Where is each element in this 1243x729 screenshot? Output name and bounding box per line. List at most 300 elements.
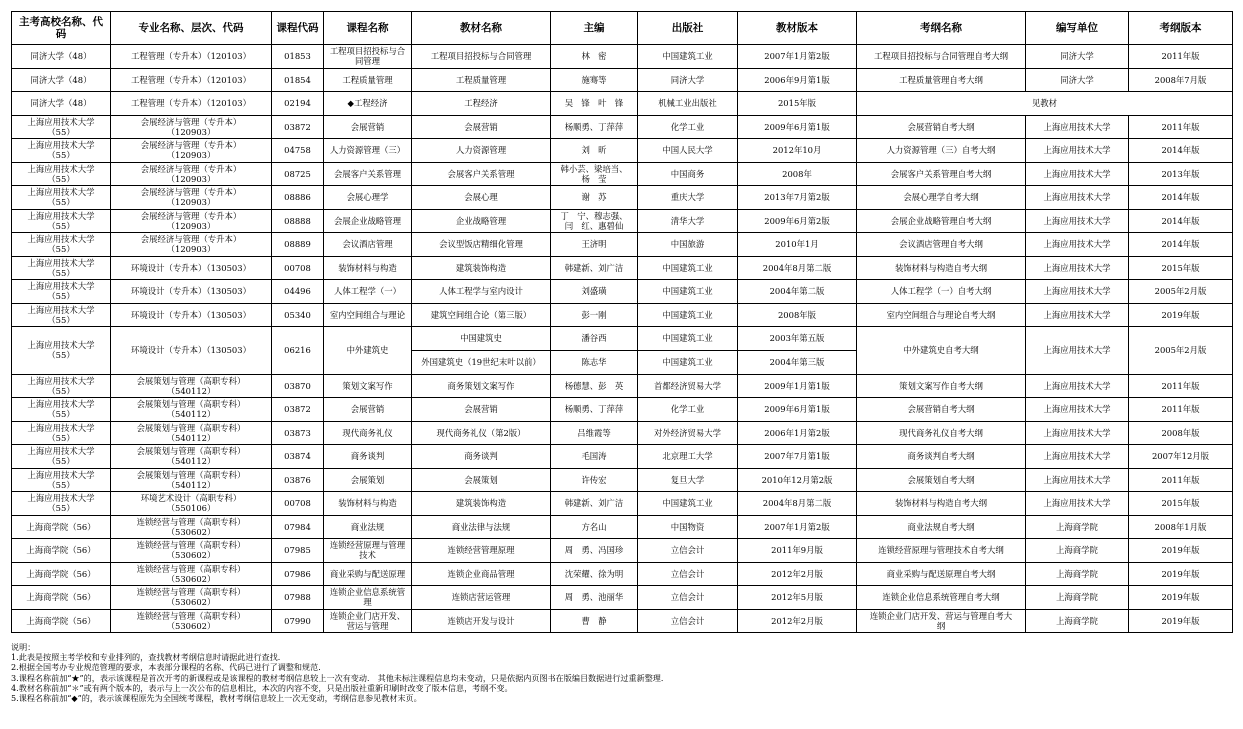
course-code-cell: 07990: [272, 609, 324, 633]
edition-cell: 2010年12月第2版: [738, 468, 857, 492]
editor-cell: 彭一刚: [551, 303, 638, 327]
syllabus-version-cell: 2008年版: [1129, 421, 1233, 445]
editor-cell: 曹 静: [551, 609, 638, 633]
edition-cell: 2009年1月第1版: [738, 374, 857, 398]
syllabus-cell: 会展营销自考大纲: [857, 115, 1026, 139]
university-cell: 同济大学（48）: [12, 45, 111, 69]
course-name-cell: 现代商务礼仪: [324, 421, 412, 445]
table-row: [12, 421, 1233, 445]
table-row: [12, 303, 1233, 327]
note-line: 5.课程名称前加“◆”的，表示该课程原先为全国统考课程，教材考纲信息较上一次无变动，考纲信息参见教材末页。: [11, 693, 422, 704]
edition-cell: 2009年6月第2版: [738, 209, 857, 233]
publisher-cell: 机械工业出版社: [638, 92, 738, 116]
edition-cell: 2008年版: [738, 303, 857, 327]
course-name-cell: 会展企业战略管理: [324, 209, 412, 233]
major-cell: 环境设计（专升本）（130503）: [111, 256, 272, 280]
university-cell: 上海应用技术大学 （55）: [12, 139, 111, 163]
note-line: 2.根据全国考办专业规范管理的要求，本表部分课程的名称、代码已进行了调整和规范．: [11, 662, 327, 673]
syllabus-version-cell: 2011年版: [1129, 45, 1233, 69]
course-code-cell: 00708: [272, 492, 324, 516]
university-cell: 上海商学院（56）: [12, 539, 111, 563]
table-row: [12, 233, 1233, 257]
syllabus-version-cell: 2019年版: [1129, 586, 1233, 610]
publisher-cell: 中国建筑工业: [638, 303, 738, 327]
major-cell: 会展策划与管理（高职专科） （540112）: [111, 468, 272, 492]
syllabus-version-cell: 2011年版: [1129, 468, 1233, 492]
course-name-cell: 会展心理学: [324, 186, 412, 210]
course-code-cell: 03872: [272, 115, 324, 139]
publisher-cell: 立信会计: [638, 562, 738, 586]
university-cell: 上海应用技术大学 （55）: [12, 280, 111, 304]
edition-cell: 2010年1月: [738, 233, 857, 257]
author-unit-cell: 上海商学院: [1026, 586, 1129, 610]
header-cell: 课程代码: [272, 12, 324, 45]
editor-cell: 潘谷西: [551, 327, 638, 351]
major-cell: 环境设计（专升本）（130503）: [111, 280, 272, 304]
syllabus-cell: 人体工程学（一）自考大纲: [857, 280, 1026, 304]
course-name-cell: 室内空间组合与理论: [324, 303, 412, 327]
syllabus-cell: 会展策划自考大纲: [857, 468, 1026, 492]
course-code-cell: 00708: [272, 256, 324, 280]
textbook-cell: 工程项目招投标与合同管理: [412, 45, 551, 69]
author-unit-cell: 上海应用技术大学: [1026, 374, 1129, 398]
course-code-cell: 03872: [272, 398, 324, 422]
editor-cell: 韩建新、刘广洁: [551, 256, 638, 280]
textbook-cell: 工程质量管理: [412, 68, 551, 92]
course-name-cell: 工程项目招投标与合同管理: [324, 45, 412, 69]
editor-cell: 林 密: [551, 45, 638, 69]
publisher-cell: 中国建筑工业: [638, 492, 738, 516]
syllabus-cell: 装饰材料与构造自考大纲: [857, 492, 1026, 516]
university-cell: 上海应用技术大学 （55）: [12, 421, 111, 445]
course-name-cell: 中外建筑史: [324, 327, 412, 375]
syllabus-version-cell: 2014年版: [1129, 186, 1233, 210]
editor-cell: 毛国涛: [551, 445, 638, 469]
major-cell: 会展经济与管理（专升本） （120903）: [111, 186, 272, 210]
publisher-cell: 中国建筑工业: [638, 350, 738, 374]
header-cell: 主考高校名称、代码: [12, 12, 111, 45]
publisher-cell: 中国人民大学: [638, 139, 738, 163]
syllabus-version-cell: 2019年版: [1129, 539, 1233, 563]
syllabus-cell: 会展营销自考大纲: [857, 398, 1026, 422]
major-cell: 会展策划与管理（高职专科） （540112）: [111, 445, 272, 469]
course-code-cell: 08886: [272, 186, 324, 210]
edition-cell: 2004年第二版: [738, 280, 857, 304]
syllabus-version-cell: 2019年版: [1129, 609, 1233, 633]
editor-cell: 杨顺勇、丁萍萍: [551, 398, 638, 422]
editor-cell: 杨德慧、彭 英: [551, 374, 638, 398]
course-name-cell: 商务谈判: [324, 445, 412, 469]
university-cell: 上海应用技术大学 （55）: [12, 256, 111, 280]
header-cell: 编写单位: [1026, 12, 1129, 45]
table-row: [12, 162, 1233, 186]
note-line: 4.教材名称前加“＊”或有两个版本的，表示与上一次公布的信息相比，本次的内容不变，只是出版社重新印刷时改变了版本信息，考纲不变。: [11, 682, 513, 693]
syllabus-version-cell: 2008年1月版: [1129, 515, 1233, 539]
major-cell: 工程管理（专升本）（120103）: [111, 68, 272, 92]
edition-cell: 2004年8月第二版: [738, 256, 857, 280]
table-row: [12, 256, 1233, 280]
major-cell: 会展经济与管理（专升本） （120903）: [111, 209, 272, 233]
publisher-cell: 立信会计: [638, 586, 738, 610]
table-row: [12, 327, 1233, 351]
syllabus-cell: 现代商务礼仪自考大纲: [857, 421, 1026, 445]
header-row: [12, 12, 1233, 45]
table-body: [12, 45, 1233, 633]
university-cell: 上海应用技术大学 （55）: [12, 115, 111, 139]
publisher-cell: 化学工业: [638, 115, 738, 139]
course-name-cell: 连锁企业门店开发、 营运与管理: [324, 609, 412, 633]
university-cell: 上海应用技术大学 （55）: [12, 398, 111, 422]
major-cell: 连锁经营与管理（高职专科） （530602）: [111, 609, 272, 633]
course-code-cell: 04758: [272, 139, 324, 163]
university-cell: 上海应用技术大学 （55）: [12, 209, 111, 233]
major-cell: 环境设计（专升本）（130503）: [111, 303, 272, 327]
edition-cell: 2009年6月第1版: [738, 398, 857, 422]
textbook-cell: 外国建筑史（19世纪末叶以前）: [412, 350, 551, 374]
course-name-cell: 装饰材料与构造: [324, 256, 412, 280]
table-row: [12, 586, 1233, 610]
editor-cell: 丁 宁、穆志强、 闫 红、惠碧仙: [551, 209, 638, 233]
course-name-cell: 商业采购与配送原理: [324, 562, 412, 586]
publisher-cell: 中国建筑工业: [638, 327, 738, 351]
university-cell: 上海应用技术大学 （55）: [12, 233, 111, 257]
major-cell: 连锁经营与管理（高职专科） （530602）: [111, 539, 272, 563]
author-unit-cell: 上海应用技术大学: [1026, 115, 1129, 139]
publisher-cell: 中国商务: [638, 162, 738, 186]
course-name-cell: 会展营销: [324, 398, 412, 422]
university-cell: 上海商学院（56）: [12, 609, 111, 633]
course-name-cell: 会展客户关系管理: [324, 162, 412, 186]
publisher-cell: 中国建筑工业: [638, 45, 738, 69]
author-unit-cell: 上海应用技术大学: [1026, 280, 1129, 304]
syllabus-version-cell: 2014年版: [1129, 233, 1233, 257]
publisher-cell: 对外经济贸易大学: [638, 421, 738, 445]
syllabus-cell: 装饰材料与构造自考大纲: [857, 256, 1026, 280]
textbook-cell: 人力资源管理: [412, 139, 551, 163]
exam-textbook-sheet: [11, 11, 1232, 633]
course-code-cell: 03876: [272, 468, 324, 492]
editor-cell: 周 勇、冯国珍: [551, 539, 638, 563]
course-code-cell: 06216: [272, 327, 324, 375]
author-unit-cell: 上海应用技术大学: [1026, 421, 1129, 445]
major-cell: 会展经济与管理（专升本） （120903）: [111, 233, 272, 257]
author-unit-cell: 上海应用技术大学: [1026, 468, 1129, 492]
syllabus-version-cell: 2011年版: [1129, 115, 1233, 139]
publisher-cell: 中国建筑工业: [638, 280, 738, 304]
course-code-cell: 08888: [272, 209, 324, 233]
table-row: [12, 92, 1233, 116]
syllabus-version-cell: 2011年版: [1129, 398, 1233, 422]
edition-cell: 2003年第五版: [738, 327, 857, 351]
notes-title: 说明：: [11, 642, 36, 652]
syllabus-cell: 会展企业战略管理自考大纲: [857, 209, 1026, 233]
table-row: [12, 374, 1233, 398]
edition-cell: 2012年2月版: [738, 609, 857, 633]
edition-cell: 2012年5月版: [738, 586, 857, 610]
course-code-cell: 01854: [272, 68, 324, 92]
textbook-cell: 现代商务礼仪（第2版）: [412, 421, 551, 445]
major-cell: 工程管理（专升本）（120103）: [111, 45, 272, 69]
table-row: [12, 186, 1233, 210]
major-cell: 连锁经营与管理（高职专科） （530602）: [111, 562, 272, 586]
note-line: 3.课程名称前加“★”的，表示该课程是首次开考的新课程或是该课程的教材考纲信息较上一次有变动． 其他未标注课程信息均未变动，只是依据内页图书在版编目数据进行过重新整理．: [11, 672, 669, 683]
author-unit-cell: 上海应用技术大学: [1026, 209, 1129, 233]
university-cell: 上海应用技术大学 （55）: [12, 445, 111, 469]
edition-cell: 2004年8月第二版: [738, 492, 857, 516]
edition-cell: 2006年1月第2版: [738, 421, 857, 445]
major-cell: 会展经济与管理（专升本） （120903）: [111, 139, 272, 163]
course-name-cell: 策划文案写作: [324, 374, 412, 398]
editor-cell: 韩小芸、梁培当、 杨 莹: [551, 162, 638, 186]
syllabus-cell: 会展客户关系管理自考大纲: [857, 162, 1026, 186]
edition-cell: 2012年10月: [738, 139, 857, 163]
publisher-cell: 立信会计: [638, 609, 738, 633]
publisher-cell: 化学工业: [638, 398, 738, 422]
publisher-cell: 北京理工大学: [638, 445, 738, 469]
publisher-cell: 清华大学: [638, 209, 738, 233]
course-code-cell: 04496: [272, 280, 324, 304]
textbook-cell: 连锁企业商品管理: [412, 562, 551, 586]
textbook-cell: 建筑空间组合论（第三版）: [412, 303, 551, 327]
author-unit-cell: 上海应用技术大学: [1026, 256, 1129, 280]
author-unit-cell: 上海应用技术大学: [1026, 445, 1129, 469]
table-row: [12, 68, 1233, 92]
syllabus-cell: 商业采购与配送原理自考大纲: [857, 562, 1026, 586]
course-name-cell: 会议酒店管理: [324, 233, 412, 257]
table-row: [12, 445, 1233, 469]
syllabus-version-cell: 2014年版: [1129, 139, 1233, 163]
textbook-cell: 商业法律与法规: [412, 515, 551, 539]
syllabus-cell: 策划文案写作自考大纲: [857, 374, 1026, 398]
syllabus-version-cell: 2008年7月版: [1129, 68, 1233, 92]
author-unit-cell: 同济大学: [1026, 68, 1129, 92]
course-code-cell: 03873: [272, 421, 324, 445]
author-unit-cell: 同济大学: [1026, 45, 1129, 69]
edition-cell: 2013年7月第2版: [738, 186, 857, 210]
edition-cell: 2011年9月版: [738, 539, 857, 563]
author-unit-cell: 上海应用技术大学: [1026, 327, 1129, 375]
table-row: [12, 115, 1233, 139]
edition-cell: 2015年版: [738, 92, 857, 116]
table-row: [12, 209, 1233, 233]
syllabus-cell: 商务谈判自考大纲: [857, 445, 1026, 469]
editor-cell: 王济明: [551, 233, 638, 257]
textbook-cell: 会展策划: [412, 468, 551, 492]
editor-cell: 方名山: [551, 515, 638, 539]
course-code-cell: 07988: [272, 586, 324, 610]
major-cell: 会展策划与管理（高职专科） （540112）: [111, 398, 272, 422]
major-cell: 环境设计（专升本）（130503）: [111, 327, 272, 375]
course-name-cell: 会展营销: [324, 115, 412, 139]
textbook-cell: 商务谈判: [412, 445, 551, 469]
syllabus-cell: 人力资源管理（三）自考大纲: [857, 139, 1026, 163]
editor-cell: 刘盛璜: [551, 280, 638, 304]
publisher-cell: 中国建筑工业: [638, 256, 738, 280]
syllabus-version-cell: 2013年版: [1129, 162, 1233, 186]
publisher-cell: 中国旅游: [638, 233, 738, 257]
table-row: [12, 45, 1233, 69]
textbook-cell: 连锁店开发与设计: [412, 609, 551, 633]
major-cell: 环境艺术设计（高职专科） （550106）: [111, 492, 272, 516]
table-row: [12, 280, 1233, 304]
table-row: [12, 515, 1233, 539]
university-cell: 同济大学（48）: [12, 68, 111, 92]
course-code-cell: 07985: [272, 539, 324, 563]
textbook-cell: 会展心理: [412, 186, 551, 210]
header-cell: 主编: [551, 12, 638, 45]
course-name-cell: ◆工程经济: [324, 92, 412, 116]
university-cell: 上海应用技术大学 （55）: [12, 162, 111, 186]
author-unit-cell: 上海商学院: [1026, 609, 1129, 633]
university-cell: 上海应用技术大学 （55）: [12, 303, 111, 327]
textbook-table: [11, 11, 1233, 633]
publisher-cell: 重庆大学: [638, 186, 738, 210]
course-code-cell: 08725: [272, 162, 324, 186]
syllabus-cell: 中外建筑史自考大纲: [857, 327, 1026, 375]
syllabus-version-cell: 2005年2月版: [1129, 327, 1233, 375]
syllabus-cell: 会展心理学自考大纲: [857, 186, 1026, 210]
textbook-cell: 会展营销: [412, 115, 551, 139]
header-cell: 考纲名称: [857, 12, 1026, 45]
author-unit-cell: 上海应用技术大学: [1026, 233, 1129, 257]
editor-cell: 周 勇、池丽华: [551, 586, 638, 610]
editor-cell: 杨顺勇、丁萍萍: [551, 115, 638, 139]
header-cell: 教材名称: [412, 12, 551, 45]
header-cell: 课程名称: [324, 12, 412, 45]
publisher-cell: 首都经济贸易大学: [638, 374, 738, 398]
major-cell: 工程管理（专升本）（120103）: [111, 92, 272, 116]
syllabus-version-cell: 2014年版: [1129, 209, 1233, 233]
course-name-cell: 人力资源管理（三）: [324, 139, 412, 163]
header-cell: 教材版本: [738, 12, 857, 45]
table-row: [12, 562, 1233, 586]
editor-cell: 陈志华: [551, 350, 638, 374]
author-unit-cell: 上海应用技术大学: [1026, 139, 1129, 163]
publisher-cell: 同济大学: [638, 68, 738, 92]
major-cell: 会展经济与管理（专升本） （120903）: [111, 115, 272, 139]
course-code-cell: 05340: [272, 303, 324, 327]
university-cell: 上海应用技术大学 （55）: [12, 492, 111, 516]
editor-cell: 吕维霞等: [551, 421, 638, 445]
course-code-cell: 03874: [272, 445, 324, 469]
publisher-cell: 复旦大学: [638, 468, 738, 492]
syllabus-version-cell: 2015年版: [1129, 256, 1233, 280]
author-unit-cell: 上海应用技术大学: [1026, 186, 1129, 210]
textbook-cell: 会展客户关系管理: [412, 162, 551, 186]
course-code-cell: 02194: [272, 92, 324, 116]
course-name-cell: 人体工程学（一）: [324, 280, 412, 304]
university-cell: 上海应用技术大学 （55）: [12, 186, 111, 210]
author-unit-cell: 上海商学院: [1026, 562, 1129, 586]
edition-cell: 2007年7月第1版: [738, 445, 857, 469]
author-unit-cell: 上海商学院: [1026, 515, 1129, 539]
course-name-cell: 连锁经营原理与管理 技术: [324, 539, 412, 563]
textbook-cell: 连锁经营管理原理: [412, 539, 551, 563]
table-row: [12, 539, 1233, 563]
major-cell: 连锁经营与管理（高职专科） （530602）: [111, 586, 272, 610]
editor-cell: 刘 昕: [551, 139, 638, 163]
table-row: [12, 139, 1233, 163]
major-cell: 会展策划与管理（高职专科） （540112）: [111, 421, 272, 445]
course-code-cell: 01853: [272, 45, 324, 69]
textbook-cell: 中国建筑史: [412, 327, 551, 351]
syllabus-cell: 工程项目招投标与合同管理自考大纲: [857, 45, 1026, 69]
textbook-cell: 企业战略管理: [412, 209, 551, 233]
syllabus-cell: 连锁经营原理与管理技术自考大纲: [857, 539, 1026, 563]
major-cell: 连锁经营与管理（高职专科） （530602）: [111, 515, 272, 539]
syllabus-version-cell: 2019年版: [1129, 303, 1233, 327]
notes-section: [11, 642, 1232, 703]
editor-cell: 沈荣耀、徐为明: [551, 562, 638, 586]
syllabus-cell: 室内空间组合与理论自考大纲: [857, 303, 1026, 327]
header-cell: 专业名称、层次、代码: [111, 12, 272, 45]
major-cell: 会展策划与管理（高职专科） （540112）: [111, 374, 272, 398]
editor-cell: 许传宏: [551, 468, 638, 492]
publisher-cell: 中国物资: [638, 515, 738, 539]
table-row: [12, 609, 1233, 633]
textbook-cell: 商务策划文案写作: [412, 374, 551, 398]
author-unit-cell: 上海应用技术大学: [1026, 492, 1129, 516]
table-row: [12, 398, 1233, 422]
author-unit-cell: 上海应用技术大学: [1026, 398, 1129, 422]
edition-cell: 2007年1月第2版: [738, 515, 857, 539]
edition-cell: 2007年1月第2版: [738, 45, 857, 69]
course-code-cell: 03870: [272, 374, 324, 398]
course-code-cell: 07984: [272, 515, 324, 539]
textbook-cell: 会议型饭店精细化管理: [412, 233, 551, 257]
textbook-cell: 工程经济: [412, 92, 551, 116]
syllabus-version-cell: 2015年版: [1129, 492, 1233, 516]
major-cell: 会展经济与管理（专升本） （120903）: [111, 162, 272, 186]
editor-cell: 谢 苏: [551, 186, 638, 210]
edition-cell: 2008年: [738, 162, 857, 186]
syllabus-version-cell: 2007年12月版: [1129, 445, 1233, 469]
university-cell: 上海商学院（56）: [12, 562, 111, 586]
course-code-cell: 07986: [272, 562, 324, 586]
edition-cell: 2006年9月第1版: [738, 68, 857, 92]
editor-cell: 施骞等: [551, 68, 638, 92]
textbook-cell: 建筑装饰构造: [412, 256, 551, 280]
syllabus-cell: 连锁企业门店开发、营运与管理自考大 纲: [857, 609, 1026, 633]
textbook-cell: 会展营销: [412, 398, 551, 422]
syllabus-version-cell: 2019年版: [1129, 562, 1233, 586]
course-name-cell: 工程质量管理: [324, 68, 412, 92]
university-cell: 上海应用技术大学 （55）: [12, 327, 111, 375]
syllabus-cell: 连锁企业信息系统管理自考大纲: [857, 586, 1026, 610]
university-cell: 上海商学院（56）: [12, 515, 111, 539]
syllabus-cell: 商业法规自考大纲: [857, 515, 1026, 539]
edition-cell: 2012年2月版: [738, 562, 857, 586]
textbook-cell: 连锁店营运管理: [412, 586, 551, 610]
header-cell: 出版社: [638, 12, 738, 45]
university-cell: 同济大学（48）: [12, 92, 111, 116]
course-name-cell: 商业法规: [324, 515, 412, 539]
author-unit-cell: 上海应用技术大学: [1026, 162, 1129, 186]
author-unit-cell: 上海商学院: [1026, 539, 1129, 563]
editor-cell: 韩建新、刘广洁: [551, 492, 638, 516]
note-line: 1.此表是按照主考学校和专业排列的，查找教材考纲信息时请据此进行查找．: [11, 652, 286, 663]
syllabus-cell: 会议酒店管理自考大纲: [857, 233, 1026, 257]
textbook-cell: 人体工程学与室内设计: [412, 280, 551, 304]
edition-cell: 2009年6月第1版: [738, 115, 857, 139]
publisher-cell: 立信会计: [638, 539, 738, 563]
textbook-cell: 建筑装饰构造: [412, 492, 551, 516]
table-row: [12, 468, 1233, 492]
course-code-cell: 08889: [272, 233, 324, 257]
course-name-cell: 会展策划: [324, 468, 412, 492]
course-name-cell: 装饰材料与构造: [324, 492, 412, 516]
university-cell: 上海应用技术大学 （55）: [12, 468, 111, 492]
